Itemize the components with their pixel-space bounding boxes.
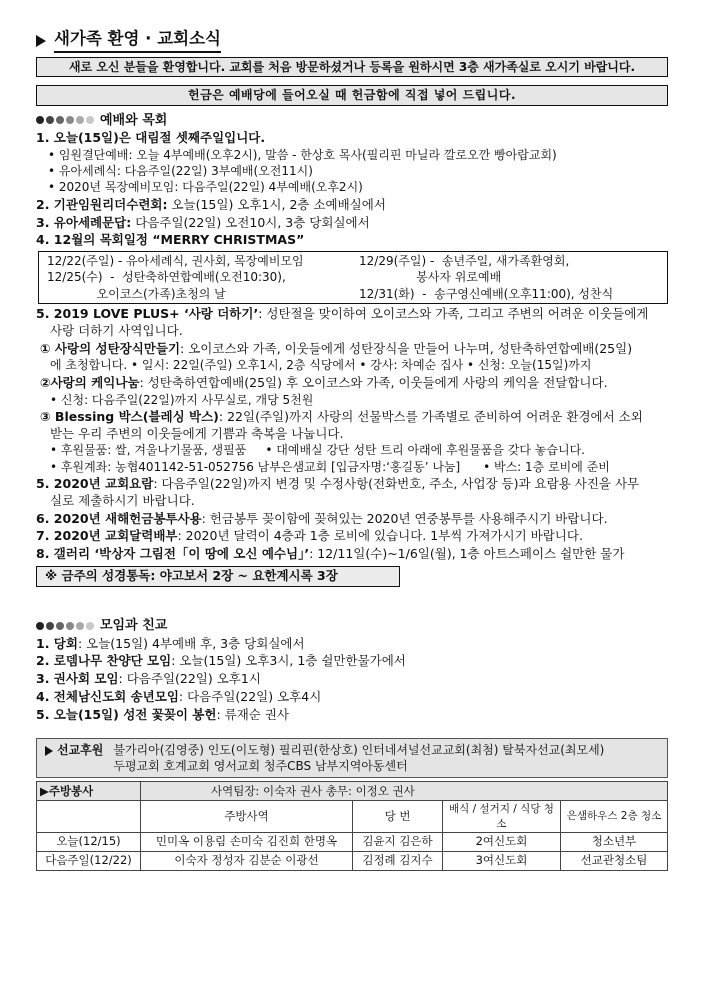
table-cell: 선교관청소팀 (561, 851, 668, 870)
page-title: 새가족 환영 · 교회소식 (36, 28, 668, 53)
offering-notice: 헌금은 예배당에 들어오실 때 헌금함에 직접 넣어 드립니다. (36, 85, 668, 105)
worship-item-5c-cont: 받는 우리 주변의 이웃들에게 기쁨과 축복을 나눕니다. (50, 425, 344, 441)
bulletin-page (36, 28, 668, 871)
table-cell: 3여신도회 (443, 851, 561, 870)
column-header: 주방사역 (141, 801, 353, 832)
meeting-item-1: 1. 당회: 오늘(15일) 4부예배 후, 3층 당회실에서 (36, 635, 305, 651)
meeting-item-5: 5. 오늘(15일) 성전 꽃꽂이 봉헌: 류재순 권사 (36, 707, 289, 723)
worship-item-5b-cont: • 신청: 다음주일(22일)까지 사무실로, 개당 5천원 (50, 392, 314, 407)
meeting-item-4: 4. 전체남신도회 송년모임: 다음주일(22일) 오후4시 (36, 689, 322, 705)
table-cell: 다음주일(12/22) (37, 851, 141, 870)
worship-item-5a: ① 사랑의 성탄장식만들기: 오이코스와 가족, 이웃들에게 성탄장식을 만들어 나누며, 성탄축하연합예배(25일) (40, 340, 633, 356)
worship-item-5b: ②사랑의 케익나눔: 성탄축하연합예배(25일) 후 오이코스와 가족, 이웃들에게 사랑의 케익을 전달합니다. (40, 374, 608, 390)
table-cell: 이숙자 정성자 김분순 이광선 (141, 851, 353, 870)
dots-icon (36, 116, 94, 124)
column-header: 당 번 (353, 801, 443, 832)
worship-item-5c: ③ Blessing 박스(블레싱 박스): 22일(주일)까지 사랑의 선물박스를 가족별로 준비하여 어려운 환경에서 소외 (40, 408, 643, 424)
worship-item-7: 6. 2020년 새해헌금봉투사용: 헌금봉투 꽂이함에 꽂혀있는 2020년 연중봉투를 사용해주시기 바랍니다. (36, 510, 608, 526)
table-cell: 김윤지 김은하 (353, 832, 443, 851)
schedule-entry: 12/29(주일) - 송년주일, 새가족환영회, (359, 254, 570, 269)
mission-support-box (36, 738, 668, 778)
schedule-entry: 12/31(화) - 송구영신예배(오후11:00), 성찬식 (359, 286, 614, 301)
schedule-entry: 봉사자 위로예배 (359, 270, 502, 285)
bible-reading-box: ※ 금주의 성경통독: 야고보서 2장 ~ 요한계시록 3장 (36, 566, 400, 587)
worship-item-5c-account: • 후원계좌: 농협401142-51-052756 남부은샘교회 [입금자명:‘홍길동’ 나눔] • 박스: 1층 로비에 준비 (50, 459, 610, 474)
schedule-entry: 12/25(수) - 성탄축하연합예배(오전10:30), (47, 270, 286, 285)
worship-item-2: 2. 기관임원리더수련회: 오늘(15일) 오후1시, 2층 소예배실에서 (36, 196, 386, 212)
table-cell: 민미옥 이용림 손미숙 김진희 한명옥 (141, 832, 353, 851)
meeting-item-2: 2. 로뎀나무 찬양단 모임: 오늘(15일) 오후3시, 1층 쉴만한물가에서 (36, 653, 406, 669)
worship-item-6-cont: 실로 제출하시기 바랍니다. (50, 492, 195, 508)
worship-item-3: 3. 유아세례문답: 다음주일(22일) 오전10시, 3층 당회실에서 (36, 214, 370, 230)
worship-item-1a: • 임원결단예배: 오늘 4부예배(오후2시), 말씀 - 한상호 목사(필리핀 마닐라 깔로오깐 빵아랍교회) (48, 148, 557, 163)
worship-item-1b: • 유아세례식: 다음주일(22일) 3부예배(오전11시) (48, 164, 313, 179)
worship-item-5: 5. 2019 LOVE PLUS+ ‘사랑 더하기’: 성탄절을 맞이하여 오이코스와 가족, 그리고 주변의 어려운 이웃들에게 (36, 305, 649, 321)
worship-item-1c: • 2020년 목장예비모임: 다음주일(22일) 4부예배(오후2시) (48, 180, 363, 195)
worship-item-5a-cont: 에 초청합니다. • 일시: 22일(주일) 오후1시, 2층 식당에서 • 강사: 차예순 집사 • 신청: 오늘(15일)까지 (50, 358, 592, 373)
table-row (37, 851, 668, 870)
worship-item-9: 8. 갤러리 ‘박상자 그림전「이 땅에 오신 예수님」’: 12/11일(수)~1/6일(월), 1층 아트스페이스 쉴만한 물가 (36, 546, 625, 562)
section-heading-fellowship: 모임과 친교 (36, 617, 668, 635)
table-row (37, 782, 668, 801)
dots-icon (36, 622, 94, 630)
table-cell: 오늘(12/15) (37, 832, 141, 851)
meeting-item-3: 3. 권사회 모임: 다음주일(22일) 오후1시 (36, 671, 261, 687)
table-cell: 김정례 김지수 (353, 851, 443, 870)
section-heading-worship: 예배와 목회 (36, 112, 668, 130)
table-header-row (37, 801, 668, 832)
worship-item-5-cont: 사랑 더하기 사역입니다. (50, 322, 183, 338)
kitchen-service-table (36, 781, 668, 870)
schedule-entry: 12/22(주일) - 유아세례식, 권사회, 목장예비모임 (47, 254, 304, 269)
schedule-entry: 오이코스(가족)초청의 날 (47, 286, 226, 301)
worship-item-8: 7. 2020년 교회달력배부: 2020년 달력이 4층과 1층 로비에 있습니다. 1부씩 가져가시기 바랍니다. (36, 528, 583, 544)
welcome-notice: 새로 오신 분들을 환영합니다. 교회를 처음 방문하셨거나 등록을 원하시면 3층 새가족실로 오시기 바랍니다. (36, 57, 668, 77)
worship-item-5c-goods: • 후원물품: 쌀, 겨울나기물품, 생필품 • 대예배실 강단 성탄 트리 아래에 후원물품을 갖다 놓습니다. (50, 443, 585, 458)
triangle-bullet-icon (45, 746, 53, 756)
triangle-bullet-icon (36, 35, 46, 47)
worship-item-4: 4. 12월의 목회일정 “MERRY CHRISTMAS” (36, 232, 305, 248)
column-header: 배식 / 설거지 / 식당 청소 (443, 801, 561, 832)
mission-line: 불가리아(김영중) 인도(이도형) 필리핀(한상호) 인터네셔널선교교회(최첨) 탈북자선교(최모세) (113, 742, 605, 757)
mission-line: 두평교회 호계교회 영서교회 청주CBS 남부지역아동센터 (113, 759, 408, 774)
column-header: 은샘하우스 2층 청소 (561, 801, 668, 832)
table-cell: 2여신도회 (443, 832, 561, 851)
december-schedule-box (38, 251, 668, 304)
kitchen-managers: 사역팀장: 이숙자 권사 총무: 이정오 권사 (141, 782, 668, 801)
worship-item-1: 1. 오늘(15일)은 대림절 셋째주일입니다. (36, 130, 266, 146)
mission-label: 선교후원 (45, 742, 103, 774)
table-cell: 청소년부 (561, 832, 668, 851)
worship-item-6: 5. 2020년 교회요람: 다음주일(22일)까지 변경 및 수정사항(전화번호, 주소, 사업장 등)과 요람용 사진을 사무 (36, 475, 640, 491)
kitchen-label: ▶주방봉사 (37, 782, 141, 801)
table-row (37, 832, 668, 851)
